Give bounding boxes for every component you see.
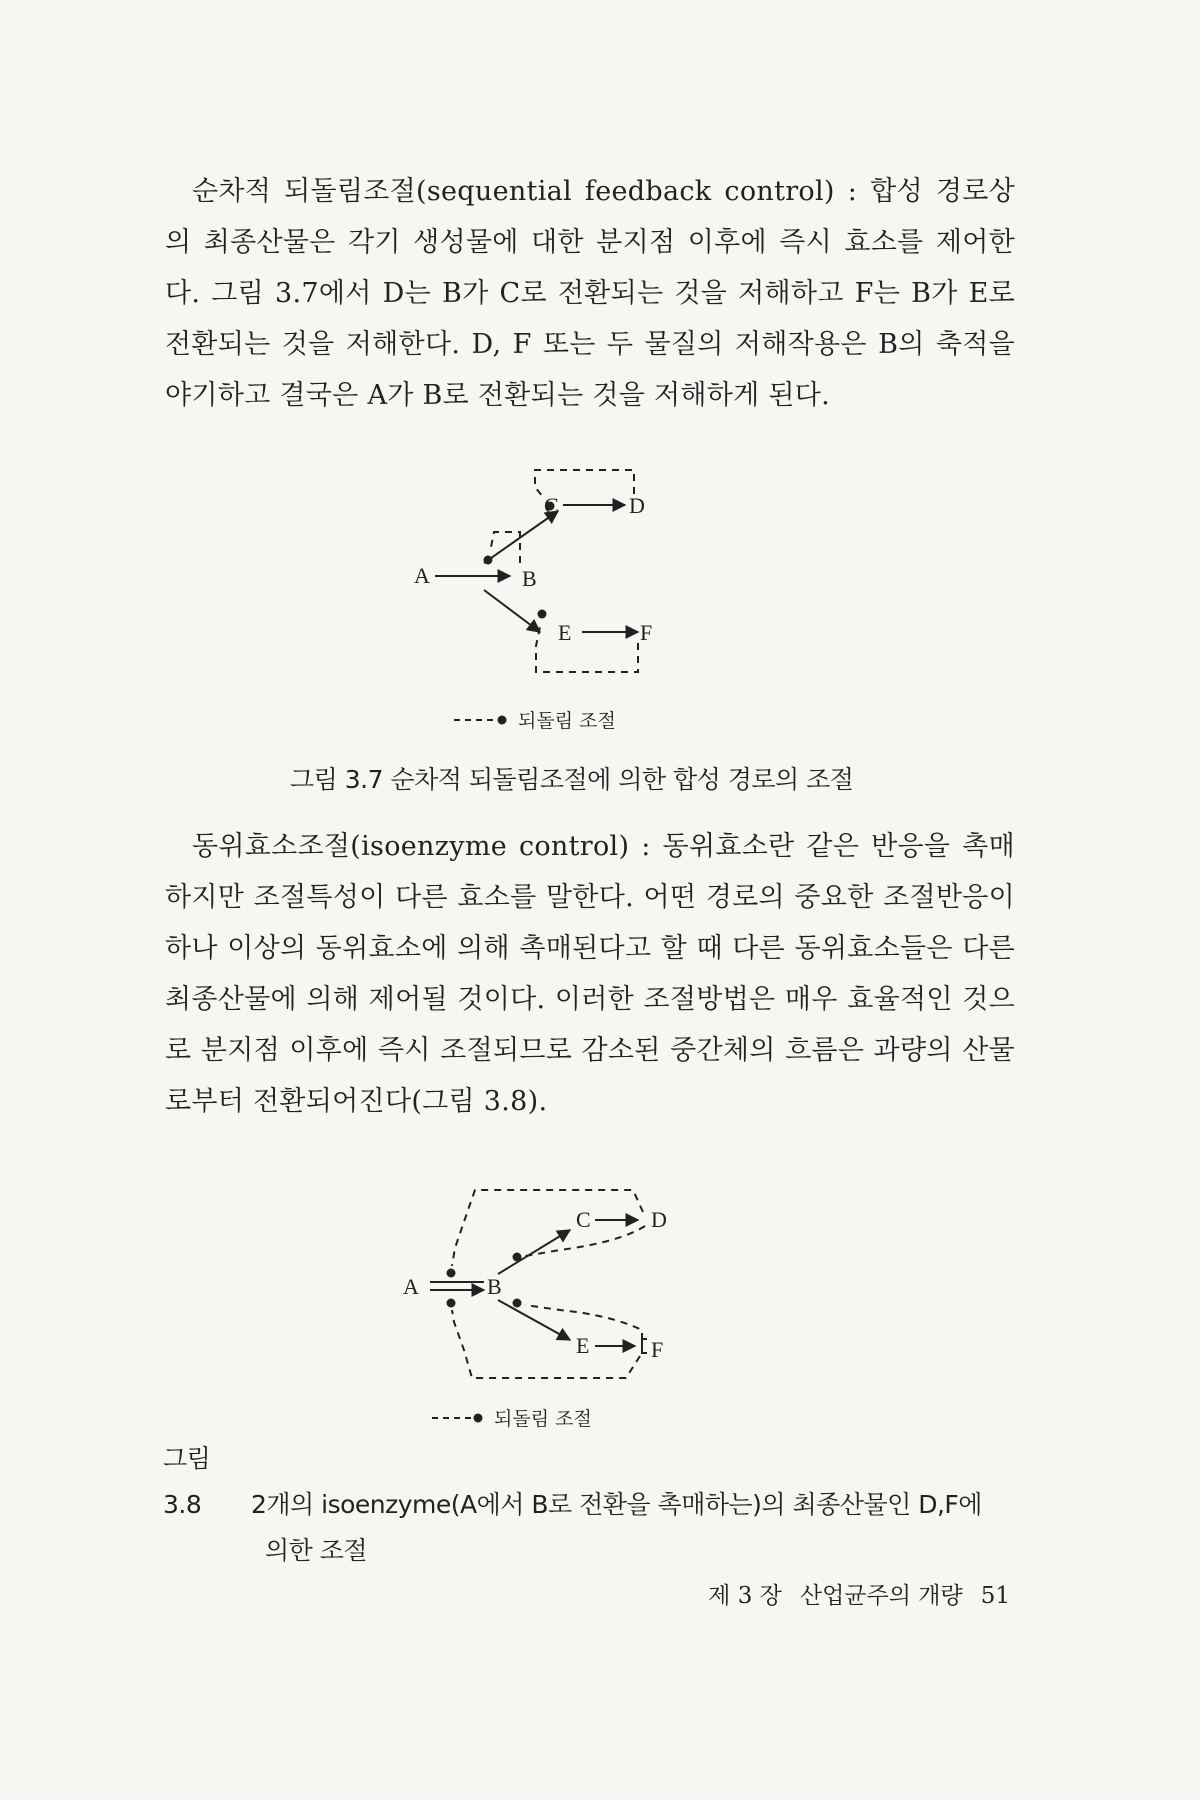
caption-number: 그림 3.8 xyxy=(163,1444,211,1519)
caption-line-2: 의한 조절 xyxy=(265,1536,368,1565)
node-b: B xyxy=(487,1274,502,1299)
node-c: C xyxy=(576,1207,591,1232)
feedback-dot-ab xyxy=(484,556,493,565)
feedback-d-to-a-upper xyxy=(452,1190,643,1266)
arrow-b-to-c xyxy=(498,1230,570,1274)
feedback-dot-be xyxy=(513,1299,522,1308)
node-b: B xyxy=(522,566,537,591)
node-f: F xyxy=(651,1337,664,1362)
node-d: D xyxy=(651,1207,667,1232)
caption-line-1: 2개의 isoenzyme(A에서 B로 전환을 촉매하는)의 최종산물인 D,F에 xyxy=(251,1490,982,1519)
legend-label: 되돌림 조절 xyxy=(518,710,616,732)
footer-title: 산업균주의 개량 xyxy=(799,1583,963,1609)
page-number: 51 xyxy=(980,1583,1010,1609)
caption-number: 그림 3.7 xyxy=(290,765,384,794)
feedback-f-to-a-lower xyxy=(452,1310,640,1378)
legend-label: 되돌림 조절 xyxy=(494,1408,592,1430)
figure-3-7-caption xyxy=(290,760,853,796)
feedback-dot-a-lower xyxy=(447,1299,456,1308)
feedback-dot-bc xyxy=(513,1253,522,1262)
figure-3-8-diagram xyxy=(380,1170,750,1435)
node-f: F xyxy=(640,620,653,645)
paragraph-sequential-feedback: 순차적 되돌림조절(sequential feedback control) : 합성 경로상의 최종산물은 각기 생성물에 대한 분지점 이후에 즉시 효소를 제어한다. 그림 3.7에서 D는 B가 C로 전환되는 것을 저해하고 F는 B가 E로 전환되는 것을 저해한다. D, F 또는 두 물질의 저해작용은 B의 축적을 야기하고 결국은 A가 B로 전환되는 것을 저해하게 된다. xyxy=(165,176,1015,411)
page-footer xyxy=(680,1577,1010,1610)
node-e: E xyxy=(576,1333,590,1358)
figure-3-8-caption xyxy=(163,1436,1023,1574)
feedback-dot-a-upper xyxy=(447,1269,456,1278)
arrow-b-to-e xyxy=(484,590,540,632)
node-d: D xyxy=(629,493,645,518)
legend-dot xyxy=(474,1414,483,1423)
f-bracket xyxy=(642,1339,647,1353)
footer-chapter: 제 3 장 xyxy=(708,1583,782,1609)
node-a: A xyxy=(403,1274,419,1299)
node-a: A xyxy=(414,563,430,588)
caption-text: 순차적 되돌림조절에 의한 합성 경로의 조절 xyxy=(390,765,854,794)
feedback-dot-be xyxy=(538,610,547,619)
figure-3-7-diagram xyxy=(400,450,750,740)
legend-dot xyxy=(498,716,507,725)
node-c: C xyxy=(544,493,559,518)
node-e: E xyxy=(558,620,572,645)
paragraph-isoenzyme-control: 동위효소조절(isoenzyme control) : 동위효소란 같은 반응을 촉매하지만 조절특성이 다른 효소를 말한다. 어떤 경로의 중요한 조절반응이 하나 이상의 동위효소에 의해 촉매된다고 할 때 다른 동위효소들은 다른 최종산물에 의해 제어될 것이다. 이러한 조절방법은 매우 효율적인 것으로 분지점 이후에 즉시 조절되므로 감소된 중간체의 흐름은 과량의 산물로부터 전환되어진다(그림 3.8). xyxy=(165,831,1015,1117)
feedback-f-to-be xyxy=(536,622,638,672)
